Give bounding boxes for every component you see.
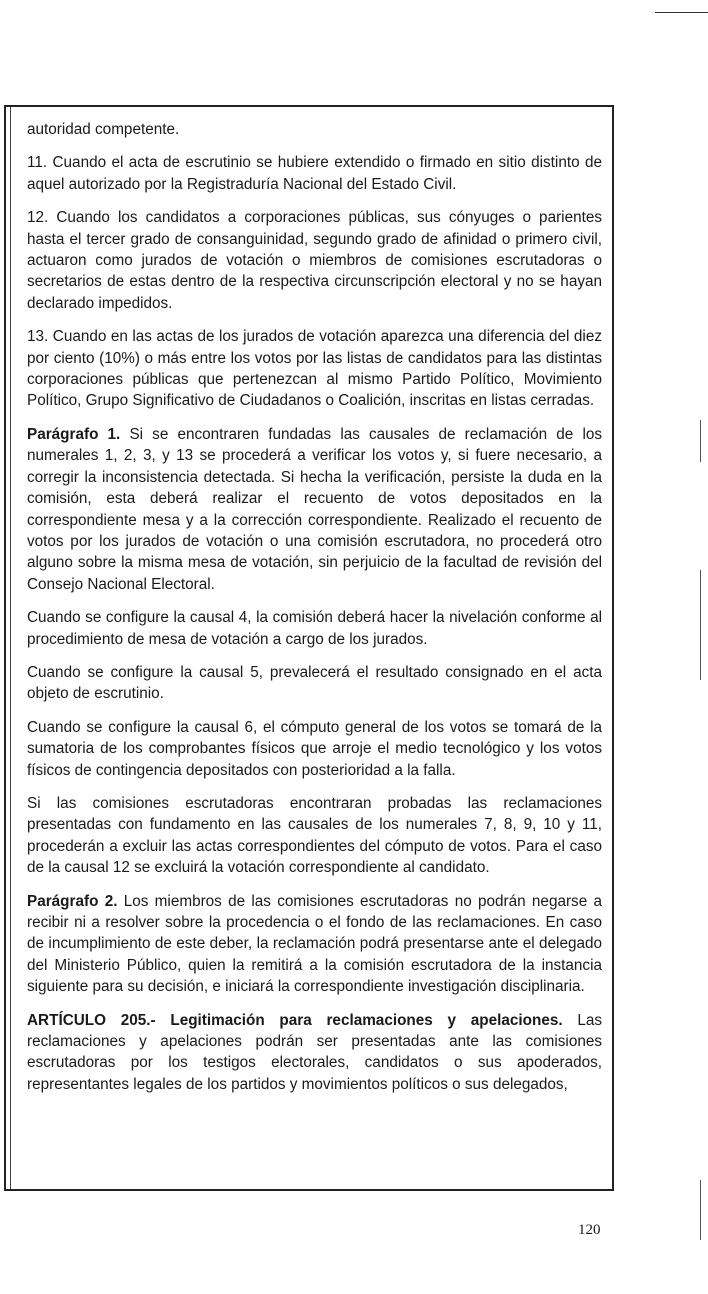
paragraph-text: Cuando se configure la causal 5, prevalecerá el resultado consignado en el acta objeto de escrutinio. <box>27 663 602 703</box>
paragraph-paragrafo-2 <box>27 891 602 998</box>
paragraph-text: 12. Cuando los candidatos a corporaciones públicas, sus cónyuges o parientes hasta el tercer grado de consanguinidad, segundo grado de afinidad o primero civil, actuaron como jurados de votación o miembros de comisiones escrutadoras o secretarios de estas dentro de la respectiva circunscripción electoral y no se hayan declarado impedidos. <box>27 209 602 312</box>
paragraph-text: Cuando se configure la causal 4, la comisión deberá hacer la nivelación conforme al procedimiento de mesa de votación a cargo de los jurados. <box>27 609 602 648</box>
page-frame <box>4 105 614 1191</box>
document-body <box>27 119 602 1095</box>
margin-mark <box>700 1180 701 1240</box>
paragraph-text: Si las comisiones escrutadoras encontraran probadas las reclamaciones presentadas con fundamento en las causales de los numerales 7, 8, 9, 10 y 11, procederán a excluir las actas correspondientes del cómputo de votos. Para el caso de la causal 12 se excluirá la votación correspondiente al candidato. <box>27 794 602 877</box>
paragraph-text: Si se encontraren fundadas las causales de reclamación de los numerales 1, 2, 3, y 13 se procederá a verificar los votos y, si fuere necesario, a corregir la inconsistencia detectada. Si hecha la verificación, persiste la duda en la comisión, esta deberá realizar el recuento de votos depositados en la correspondiente mesa y a la corrección correspondiente. Realizado el recuento de votos por los jurados de votación o una comisión escrutadora, no procederá otro alguno sobre la misma mesa de votación, sin perjuicio de la facultad de revisión del Consejo Nacional Electoral. <box>27 425 602 593</box>
paragraph-text: 11. Cuando el acta de escrutinio se hubiere extendido o firmado en sitio distinto de aquel autorizado por la Registraduría Nacional del Estado Civil. <box>27 154 602 193</box>
paragraph-text: autoridad competente. <box>27 121 180 138</box>
paragraph-causal-5 <box>27 662 602 705</box>
paragraph-paragrafo-1 <box>27 424 602 595</box>
paragraph-text: Los miembros de las comisiones escrutadoras no podrán negarse a recibir ni a resolver sobre la procedencia o el fondo de las reclamaciones. En caso de incumplimiento de este deber, la reclamación podrá presentarse ante el delegado del Ministerio Público, quien la remitirá a la comisión escrutadora de la instancia siguiente para su decisión, e iniciará la correspondiente investigación disciplinaria. <box>27 892 602 996</box>
paragraph-text: Las reclamaciones y apelaciones podrán ser presentadas ante las comisiones escrutadoras por los testigos electorales, candidatos o sus apoderados, representantes legales de los partidos y movimientos políticos o sus delegados, <box>27 1011 602 1093</box>
margin-mark <box>700 570 701 680</box>
paragraph-numeral-11 <box>27 152 602 195</box>
article-heading: ARTÍCULO 205.- Legitimación para reclamaciones y apelaciones. <box>27 1011 563 1029</box>
paragraph-numeral-13 <box>27 326 602 412</box>
paragraph-heading: Parágrafo 2. <box>27 892 118 910</box>
paragraph-text: Cuando se configure la causal 6, el cómputo general de los votos se tomará de la sumatoria de los comprobantes físicos que arroje el medio tecnológico y los votos físicos de contingencia depositados con posterioridad a la falla. <box>27 718 602 779</box>
paragraph-text: 13. Cuando en las actas de los jurados de votación aparezca una diferencia del diez por ciento (10%) o más entre los votos por las listas de candidatos para las distintas corporaciones públicas que pertenezcan al mismo Partido Político, Movimiento Político, Grupo Significativo de Ciudadanos o Coalición, inscritas en listas cerradas. <box>27 328 602 410</box>
paragraph-causal-6 <box>27 717 602 781</box>
paragraph-causal-4 <box>27 607 602 650</box>
page-number: 120 <box>578 1222 601 1238</box>
paragraph-exclusion-actas <box>27 793 602 879</box>
paragraph-autoridad <box>27 119 602 140</box>
margin-mark <box>700 420 701 462</box>
paragraph-articulo-205 <box>27 1010 602 1096</box>
top-rule <box>655 12 708 13</box>
paragraph-heading: Parágrafo 1. <box>27 425 121 443</box>
paragraph-numeral-12 <box>27 207 602 314</box>
